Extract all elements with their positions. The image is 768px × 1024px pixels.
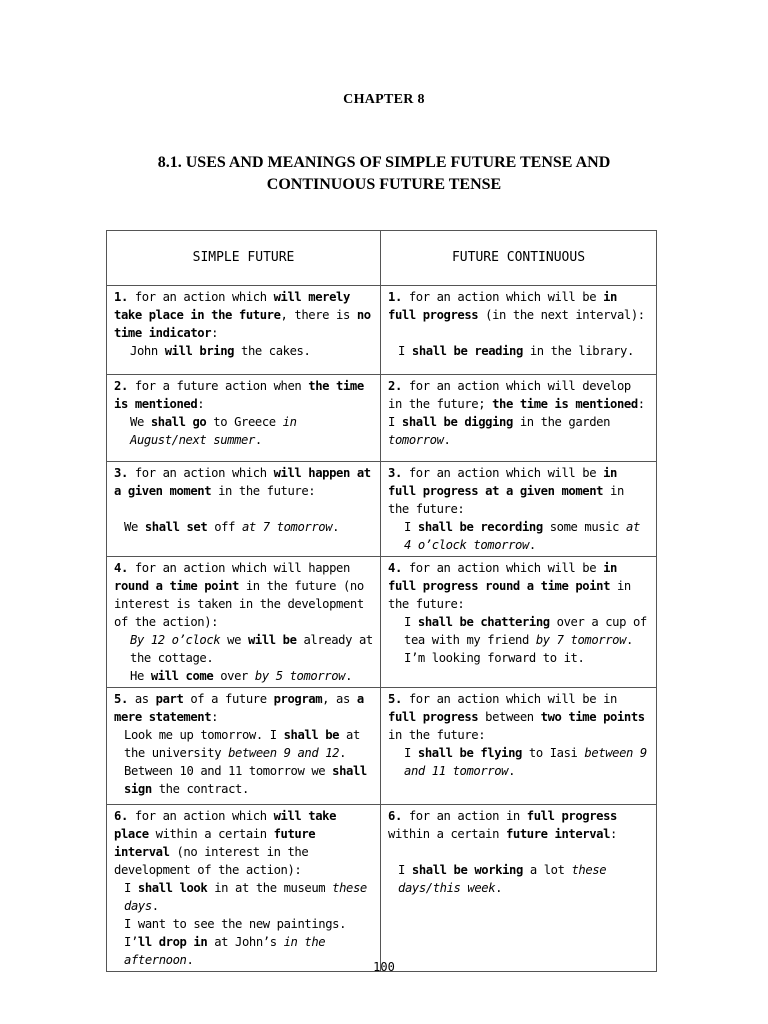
rule-text: 1. for an action which will merely take place in the future, there is no time indicator: <box>114 290 378 340</box>
simple-future-cell-4 <box>107 557 381 688</box>
simple-future-cell-1 <box>107 286 381 375</box>
table-row <box>107 286 657 375</box>
example-text: Look me up tomorrow. I shall be at the university between 9 and 12. <box>124 728 367 760</box>
rule-text: 1. for an action which will be in full progress (in the next interval): <box>388 290 645 322</box>
page-number: 100 <box>373 960 395 974</box>
section-title-line-1: 8.1. USES AND MEANINGS OF SIMPLE FUTURE TENSE AND <box>157 154 611 171</box>
example-text: I want to see the new paintings. I’ll drop in at John’s in the afternoon. <box>124 917 353 967</box>
rule-text: 5. for an action which will be in full progress between two time points in the future: <box>388 692 652 742</box>
future-continuous-cell-6 <box>381 805 657 972</box>
rule-text: 5. as part of a future program, as a mere statement: <box>114 692 371 724</box>
rule-text: 3. for an action which will happen at a given moment in the future: <box>114 466 378 498</box>
future-continuous-cell-4 <box>381 557 657 688</box>
table-row <box>107 805 657 972</box>
header-future-continuous: FUTURE CONTINUOUS <box>381 231 657 286</box>
simple-future-cell-3 <box>107 462 381 557</box>
tense-comparison-table <box>106 230 657 972</box>
section-title-line-2: CONTINUOUS FUTURE TENSE <box>266 176 502 193</box>
example-text: I shall be reading in the library. <box>398 344 634 358</box>
example-text: Between 10 and 11 tomorrow we shall sign the contract. <box>124 764 374 796</box>
example-text: He will come over by 5 tomorrow. <box>130 669 352 683</box>
rule-text: 2. for a future action when the time is mentioned: <box>114 379 371 411</box>
example-text: We shall go to Greece in August/next summer. <box>130 415 304 447</box>
example-text: I shall be digging in the garden tomorrow. <box>388 415 617 447</box>
example-text: I shall be recording some music at 4 o’clock tomorrow. <box>404 520 647 552</box>
rule-text: 3. for an action which will be in full progress at a given moment in the future: <box>388 466 631 516</box>
rule-text: 4. for an action which will be in full progress round a time point in the future: <box>388 561 638 611</box>
rule-text: 4. for an action which will happen round a time point in the future (no interest is taken in the development of the action): <box>114 561 371 629</box>
table-row <box>107 375 657 462</box>
table-row <box>107 462 657 557</box>
simple-future-cell-2 <box>107 375 381 462</box>
example-text: John will bring the cakes. <box>130 344 311 358</box>
table-row <box>107 688 657 805</box>
table-row <box>107 557 657 688</box>
example-text: I shall be flying to Iasi between 9 and 11 tomorrow. <box>404 746 654 778</box>
simple-future-cell-5 <box>107 688 381 805</box>
section-title <box>0 152 768 196</box>
future-continuous-cell-5 <box>381 688 657 805</box>
rule-text: 2. for an action which will develop in the future; the time is mentioned: <box>388 379 645 411</box>
future-continuous-cell-1 <box>381 286 657 375</box>
future-continuous-cell-2 <box>381 375 657 462</box>
header-simple-future: SIMPLE FUTURE <box>107 231 381 286</box>
rule-text: 6. for an action which will take place within a certain future interval (no interest in the development of the action): <box>114 809 343 877</box>
chapter-heading: CHAPTER 8 <box>343 92 425 107</box>
example-text: I shall look in at the museum these days. <box>124 881 374 913</box>
example-text: I shall be working a lot these days/this week. <box>398 863 614 895</box>
simple-future-cell-6 <box>107 805 381 972</box>
rule-text: 6. for an action in full progress within a certain future interval: <box>388 809 624 841</box>
example-text: I shall be chattering over a cup of tea with my friend by 7 tomorrow. I’m looking forward to it. <box>404 615 654 665</box>
example-text: We shall set off at 7 tomorrow. <box>124 520 340 534</box>
example-text: By 12 o’clock we will be already at the cottage. <box>130 633 380 665</box>
future-continuous-cell-3 <box>381 462 657 557</box>
table-header-row <box>107 231 657 286</box>
